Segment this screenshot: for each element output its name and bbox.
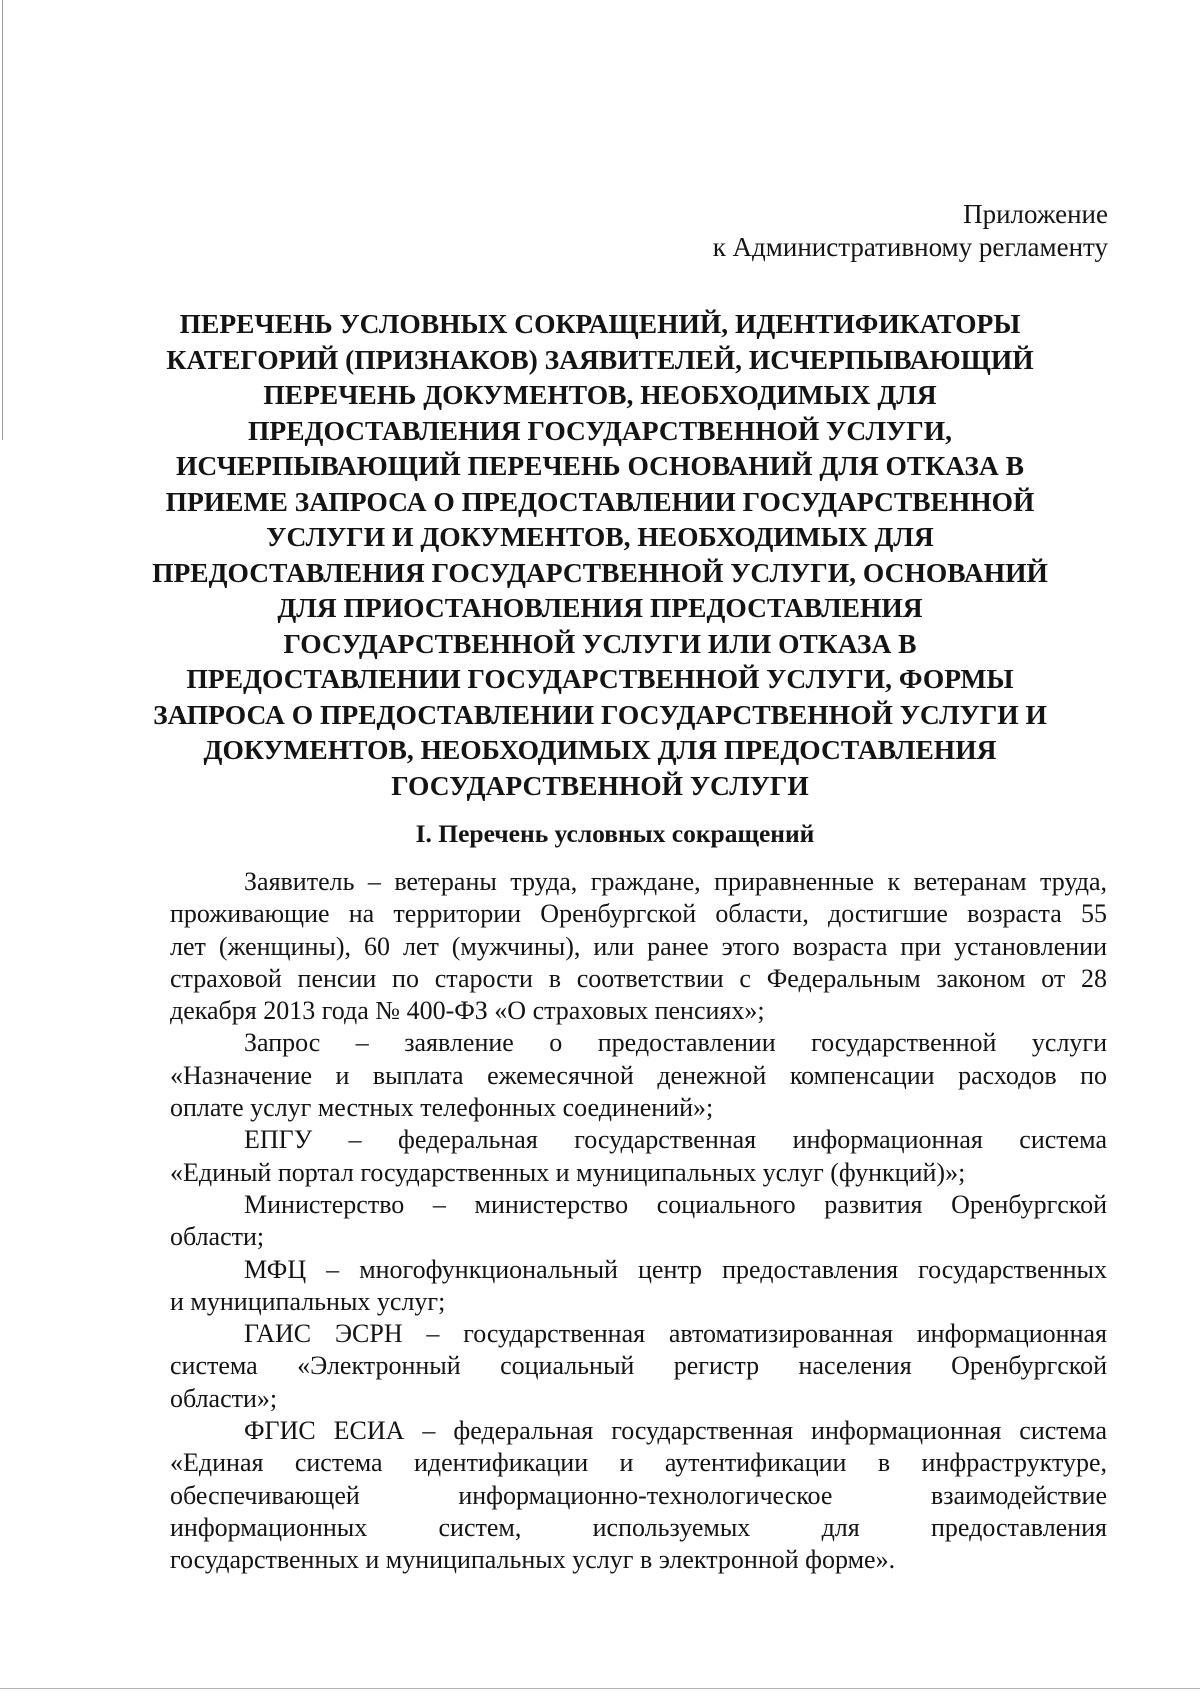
- definition-line: Министерство – министерство социального развития Оренбургской: [244, 1189, 1107, 1219]
- definition-line: «Единый портал государственных и муниципальных услуг (функций)»;: [170, 1157, 966, 1187]
- title-line: ДЛЯ ПРИОСТАНОВЛЕНИЯ ПРЕДОСТАВЛЕНИЯ: [277, 592, 923, 623]
- definition-line: ФГИС ЕСИА – федеральная государственная информационная система: [244, 1416, 1107, 1446]
- title-line: ПРИЕМЕ ЗАПРОСА О ПРЕДОСТАВЛЕНИИ ГОСУДАРСТВЕННОЙ: [165, 485, 1035, 517]
- title-line: ПЕРЕЧЕНЬ ДОКУМЕНТОВ, НЕОБХОДИМЫХ ДЛЯ: [263, 379, 937, 410]
- definition-paragraph: [170, 1415, 1107, 1576]
- definition-line: МФЦ – многофункциональный центр предоставления государственных: [244, 1254, 1107, 1284]
- definition-paragraph: [170, 1254, 1107, 1319]
- definition-line: «Назначение и выплата ежемесячной денежной компенсации расходов по: [170, 1060, 1107, 1090]
- title-line: КАТЕГОРИЙ (ПРИЗНАКОВ) ЗАЯВИТЕЛЕЙ, ИСЧЕРПЫВАЮЩИЙ: [166, 343, 1034, 375]
- title-line: ПРЕДОСТАВЛЕНИЯ ГОСУДАРСТВЕННОЙ УСЛУГИ,: [248, 414, 952, 446]
- title-line: ДОКУМЕНТОВ, НЕОБХОДИМЫХ ДЛЯ ПРЕДОСТАВЛЕНИЯ: [203, 734, 997, 765]
- definition-line: области»;: [170, 1383, 278, 1413]
- definition-line: области;: [170, 1222, 265, 1252]
- title-line: ПЕРЕЧЕНЬ УСЛОВНЫХ СОКРАЩЕНИЙ, ИДЕНТИФИКАТОРЫ: [179, 308, 1021, 339]
- title-line: ПРЕДОСТАВЛЕНИИ ГОСУДАРСТВЕННОЙ УСЛУГИ, ФОРМЫ: [186, 663, 1014, 694]
- section-heading: I. Перечень условных сокращений: [415, 819, 815, 848]
- definition-paragraph: [170, 1318, 1107, 1415]
- definition-line: декабря 2013 года № 400-ФЗ «О страховых пенсиях»;: [170, 996, 765, 1026]
- appendix-header: [713, 198, 1108, 264]
- definition-line: Заявитель – ветераны труда, граждане, приравненные к ветеранам труда,: [244, 867, 1107, 896]
- definition-line: проживающие на территории Оренбургской области, достигшие возраста 55: [170, 899, 1107, 929]
- definition-line: информационных систем, используемых для предоставления: [170, 1512, 1107, 1542]
- definition-line: обеспечивающей информационно-технологическое взаимодействие: [170, 1480, 1107, 1510]
- definition-line: лет (женщины), 60 лет (мужчины), или ранее этого возраста при установлении: [170, 931, 1107, 961]
- title-line: ГОСУДАРСТВЕННОЙ УСЛУГИ: [391, 769, 809, 801]
- scan-edge-left: [2, 0, 3, 440]
- appendix-line-2: к Административному регламенту: [712, 232, 1108, 262]
- document-title: [150, 306, 1050, 803]
- definition-paragraph: [170, 1027, 1107, 1124]
- definition-line: система «Электронный социальный регистр населения Оренбургской: [170, 1351, 1107, 1381]
- definition-line: оплате услуг местных телефонных соединений»;: [170, 1093, 714, 1123]
- title-line: УСЛУГИ И ДОКУМЕНТОВ, НЕОБХОДИМЫХ ДЛЯ: [266, 521, 934, 552]
- title-line: ГОСУДАРСТВЕННОЙ УСЛУГИ ИЛИ ОТКАЗА В: [283, 627, 917, 659]
- title-line: ЗАПРОСА О ПРЕДОСТАВЛЕНИИ ГОСУДАРСТВЕННОЙ УСЛУГИ И: [153, 698, 1047, 730]
- definition-line: Запрос – заявление о предоставлении государственной услуги: [244, 1028, 1107, 1058]
- title-line: ИСЧЕРПЫВАЮЩИЙ ПЕРЕЧЕНЬ ОСНОВАНИЙ ДЛЯ ОТКАЗА В: [176, 450, 1024, 481]
- definition-line: и муниципальных услуг;: [170, 1286, 446, 1316]
- appendix-line-1: Приложение: [963, 199, 1108, 229]
- definition-line: «Единая система идентификации и аутентификации в инфраструктуре,: [170, 1448, 1107, 1478]
- definition-paragraph: [170, 1124, 1107, 1189]
- definition-paragraph: [170, 1189, 1107, 1254]
- scan-edge-bottom: [0, 1688, 1200, 1689]
- definition-paragraph: [170, 866, 1107, 1027]
- abbreviations-list: [170, 866, 1107, 1577]
- definition-line: страховой пенсии по старости в соответствии с Федеральным законом от 28: [170, 963, 1107, 993]
- definition-line: ЕПГУ – федеральная государственная информационная система: [244, 1125, 1107, 1155]
- definition-line: ГАИС ЭСРН – государственная автоматизированная информационная: [244, 1319, 1107, 1349]
- definition-line: государственных и муниципальных услуг в электронной форме».: [170, 1545, 896, 1575]
- title-line: ПРЕДОСТАВЛЕНИЯ ГОСУДАРСТВЕННОЙ УСЛУГИ, ОСНОВАНИЙ: [152, 556, 1048, 588]
